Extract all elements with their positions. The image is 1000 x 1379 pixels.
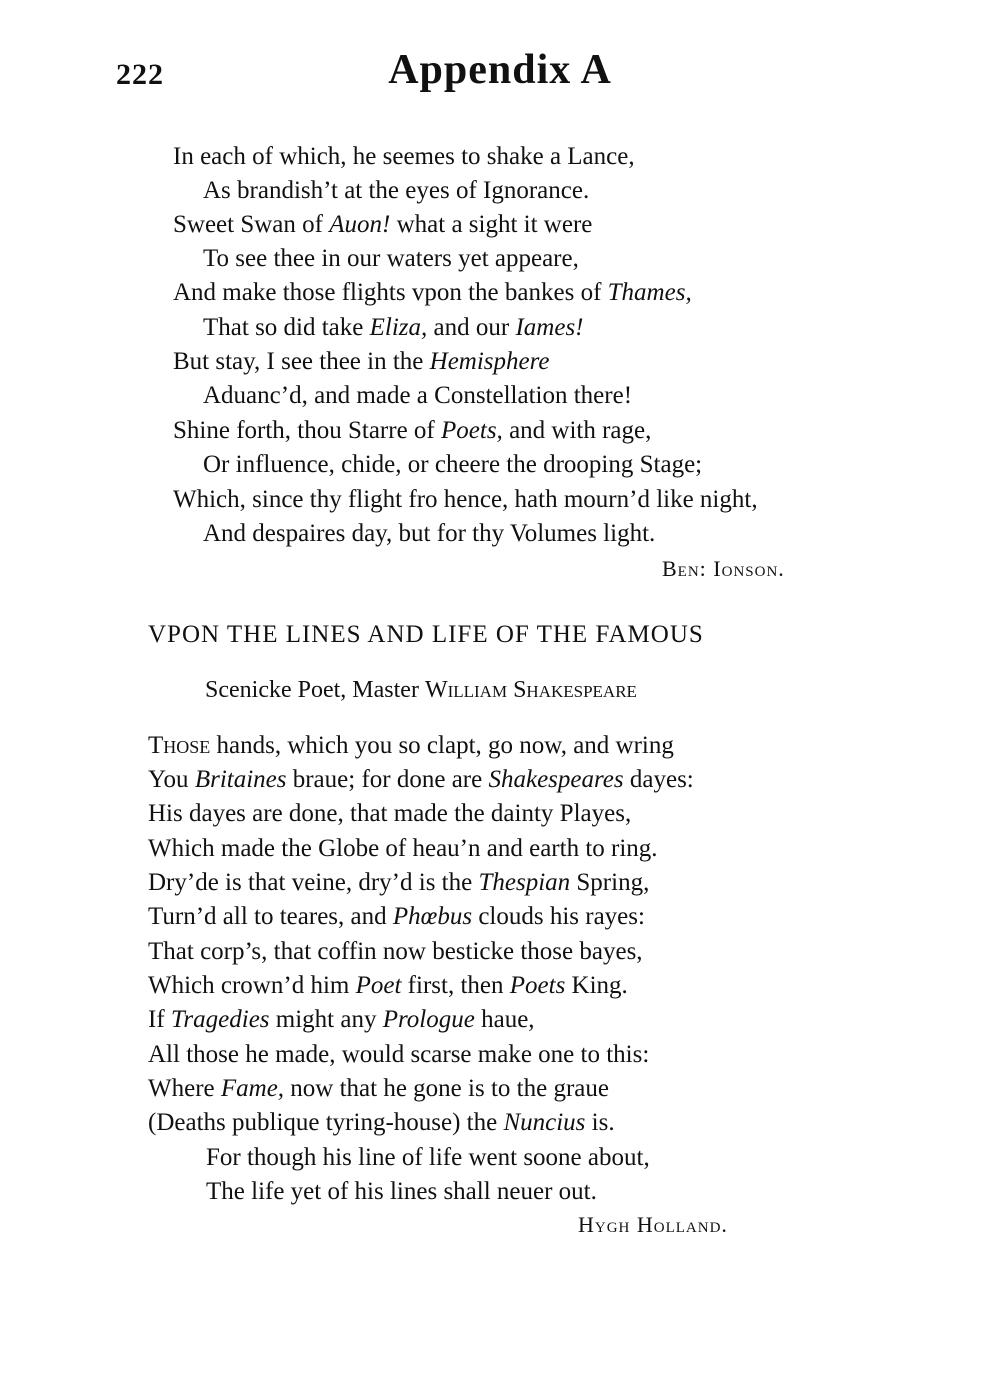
poem1-line: That so did take Eliza, and our Iames! [203, 314, 584, 341]
poem2-line: All those he made, would scarse make one to this: [148, 1041, 650, 1068]
poem2-line: Which made the Globe of heau’n and earth to ring. [148, 835, 658, 862]
poem2-line: You Britaines braue; for done are Shakespeares dayes: [148, 766, 694, 793]
poem2-line: His dayes are done, that made the dainty Playes, [148, 800, 632, 827]
poem1-line: As brandish’t at the eyes of Ignorance. [203, 177, 590, 204]
poem2-subtitle: Scenicke Poet, Master William Shakespeare [205, 677, 637, 703]
poem1-line: And make those flights vpon the bankes of Thames, [173, 279, 692, 306]
running-head: Appendix A [388, 47, 612, 93]
poem2-line: If Tragedies might any Prologue haue, [148, 1006, 535, 1033]
poem2-line: The life yet of his lines shall neuer out. [206, 1178, 597, 1205]
poem2-line: For though his line of life went soone about, [206, 1144, 650, 1171]
poem1-signature: Ben: Ionson. [662, 556, 785, 581]
poem2-line: (Deaths publique tyring-house) the Nuncius is. [148, 1109, 615, 1136]
poem1-line: Or influence, chide, or cheere the drooping Stage; [203, 451, 703, 478]
poem1-line: In each of which, he seemes to shake a Lance, [173, 143, 635, 170]
poem1-line: Shine forth, thou Starre of Poets, and with rage, [173, 417, 652, 444]
poem2-line: That corp’s, that coffin now besticke those bayes, [148, 938, 643, 965]
poem1-line: Sweet Swan of Auon! what a sight it were [173, 211, 593, 238]
poem2-line: Dry’de is that veine, dry’d is the Thespian Spring, [148, 869, 650, 896]
poem1-line: Aduanc’d, and made a Constellation there! [203, 382, 633, 409]
poem1-line: But stay, I see thee in the Hemisphere [173, 348, 550, 375]
poem2-signature: Hygh Holland. [578, 1212, 728, 1237]
poem2-line: Those hands, which you so clapt, go now, and wring [148, 732, 674, 759]
poem2-line: Where Fame, now that he gone is to the graue [148, 1075, 609, 1102]
page-number: 222 [116, 58, 164, 91]
poem2-line: Turn’d all to teares, and Phœbus clouds his rayes: [148, 903, 645, 930]
poem1-line: And despaires day, but for thy Volumes light. [203, 520, 656, 547]
poem1-line: Which, since thy flight fro hence, hath mourn’d like night, [173, 486, 758, 513]
poem2-title: VPON THE LINES AND LIFE OF THE FAMOUS [148, 621, 704, 648]
poem2-line: Which crown’d him Poet first, then Poets King. [148, 972, 628, 999]
poem1-line: To see thee in our waters yet appeare, [203, 245, 579, 272]
